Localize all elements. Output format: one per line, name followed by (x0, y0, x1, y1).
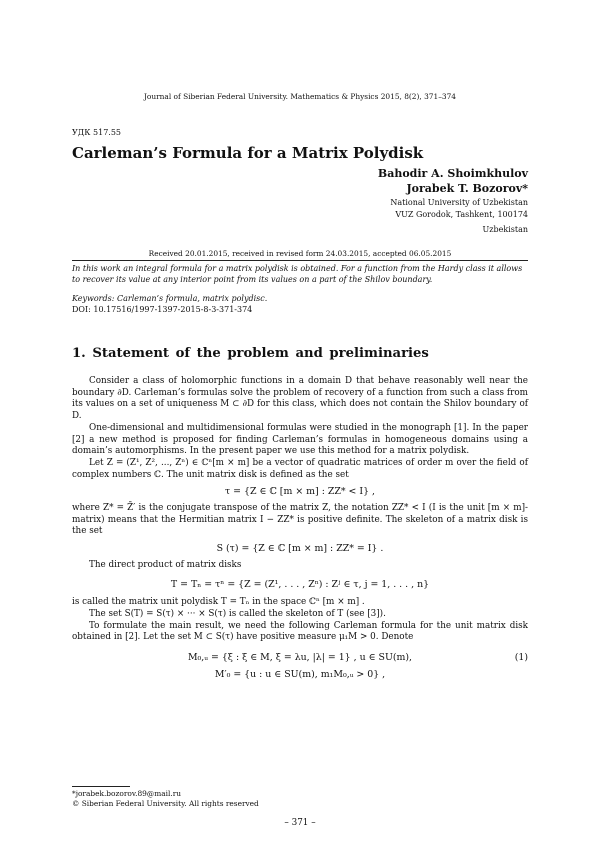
keywords-label: Keywords: (72, 294, 115, 303)
author-list (378, 166, 528, 196)
footnote-copyright: © Siberian Federal University. All rights reserved (72, 799, 259, 808)
footnote-email: *jorabek.bozorov.89@mail.ru (72, 789, 182, 798)
affiliation-line: Uzbekistan (482, 225, 528, 234)
equation: M′₀ = {u : u ∈ SU(m), m₁M₀,ᵤ > 0} , (214, 668, 386, 680)
body-text (72, 376, 528, 685)
paragraph: Let Z = (Z¹, Z², ..., Zⁿ) ∈ ℂⁿ[m × m] be a vector of quadratic matrices of order m over the field of complex numbers ℂ. The unit matrix disk is defined as the set (72, 457, 528, 480)
equation-numbered (72, 652, 528, 664)
paper-title: Carleman’s Formula for a Matrix Polydisk (72, 144, 424, 162)
paragraph: To formulate the main result, we need the following Carleman formula for the unit matrix disk obtained in [2]. Let the set M ⊂ S(τ) have positive measure μ₁M > 0. Denote (72, 620, 528, 643)
section-heading: 1. Statement of the problem and preliminaries (72, 346, 429, 361)
equation: T = Tₙ = τⁿ = {Z = (Z¹, . . . , Zⁿ) : Zʲ ∈ τ, j = 1, . . . , n} (170, 578, 430, 590)
affiliation-line: VUZ Gorodok, Tashkent, 100174 (395, 210, 528, 219)
received-dates: Received 20.01.2015, received in revised form 24.03.2015, accepted 06.05.2015 (148, 249, 452, 258)
journal-header: Journal of Siberian Federal University. Mathematics & Physics 2015, 8(2), 371–374 (143, 92, 457, 101)
keywords-block (72, 294, 267, 315)
paragraph: The set S(T) = S(τ) × ··· × S(τ) is called the skeleton of T (see [3]). (89, 608, 386, 619)
paragraph: where Z* = Z̄′ is the conjugate transpose of the matrix Z, the notation ZZ* < I (I is the unit [m × m]-matrix) means that the Hermitian matrix I − ZZ* is positive definite. The skeleton of a matrix disk is the set (72, 503, 528, 537)
udk-code: УДК 517.55 (72, 128, 122, 137)
page-number: – 371 – (284, 818, 316, 828)
keywords-value: Carleman’s formula, matrix polydisc. (116, 294, 268, 303)
paragraph: is called the matrix unit polydisk T = Tₙ in the space ℂⁿ [m × m] . (72, 597, 365, 608)
paragraph: Consider a class of holomorphic functions in a domain D that behave reasonably well near the boundary ∂D. Carleman’s formulas solve the problem of recovery of a function from such a class from its values on a set of uniqueness M ⊂ ∂D for this class, which does not contain the Shilov boundary of D. (72, 376, 528, 422)
abstract: In this work an integral formula for a matrix polydisk is obtained. For a function from the Hardy class it allows to recover its value at any interior point from its values on a part of the Shilov boundary. (72, 264, 523, 284)
equation: τ = {Z ∈ ℂ [m × m] : ZZ* < I} , (224, 486, 375, 498)
equation-number: (1) (514, 652, 528, 664)
footnotes (72, 789, 259, 809)
equation: M₀,ᵤ = {ξ : ξ ∈ M, ξ = λu, |λ| = 1} , u ∈ SU(m), (187, 652, 413, 664)
paragraph: The direct product of matrix disks (89, 559, 242, 570)
author-name: Bahodir A. Shoimkhulov (377, 167, 528, 180)
paragraph: One-dimensional and multidimensional formulas were studied in the monograph [1]. In the paper [2] a new method is proposed for finding Carleman’s formulas in homogeneous domains using a domain’s automorphisms. In the present paper we use this method for a matrix polydisk. (72, 422, 528, 457)
affiliation (390, 197, 528, 236)
affiliation-line: National University of Uzbekistan (390, 198, 528, 207)
footnote-divider (72, 786, 130, 787)
divider (72, 260, 528, 261)
author-name: Jorabek T. Bozorov* (406, 182, 528, 195)
equation: S (τ) = {Z ∈ ℂ [m × m] : ZZ* = I} . (216, 543, 384, 555)
doi: DOI: 10.17516/1997-1397-2015-8-3-371-374 (72, 304, 253, 314)
